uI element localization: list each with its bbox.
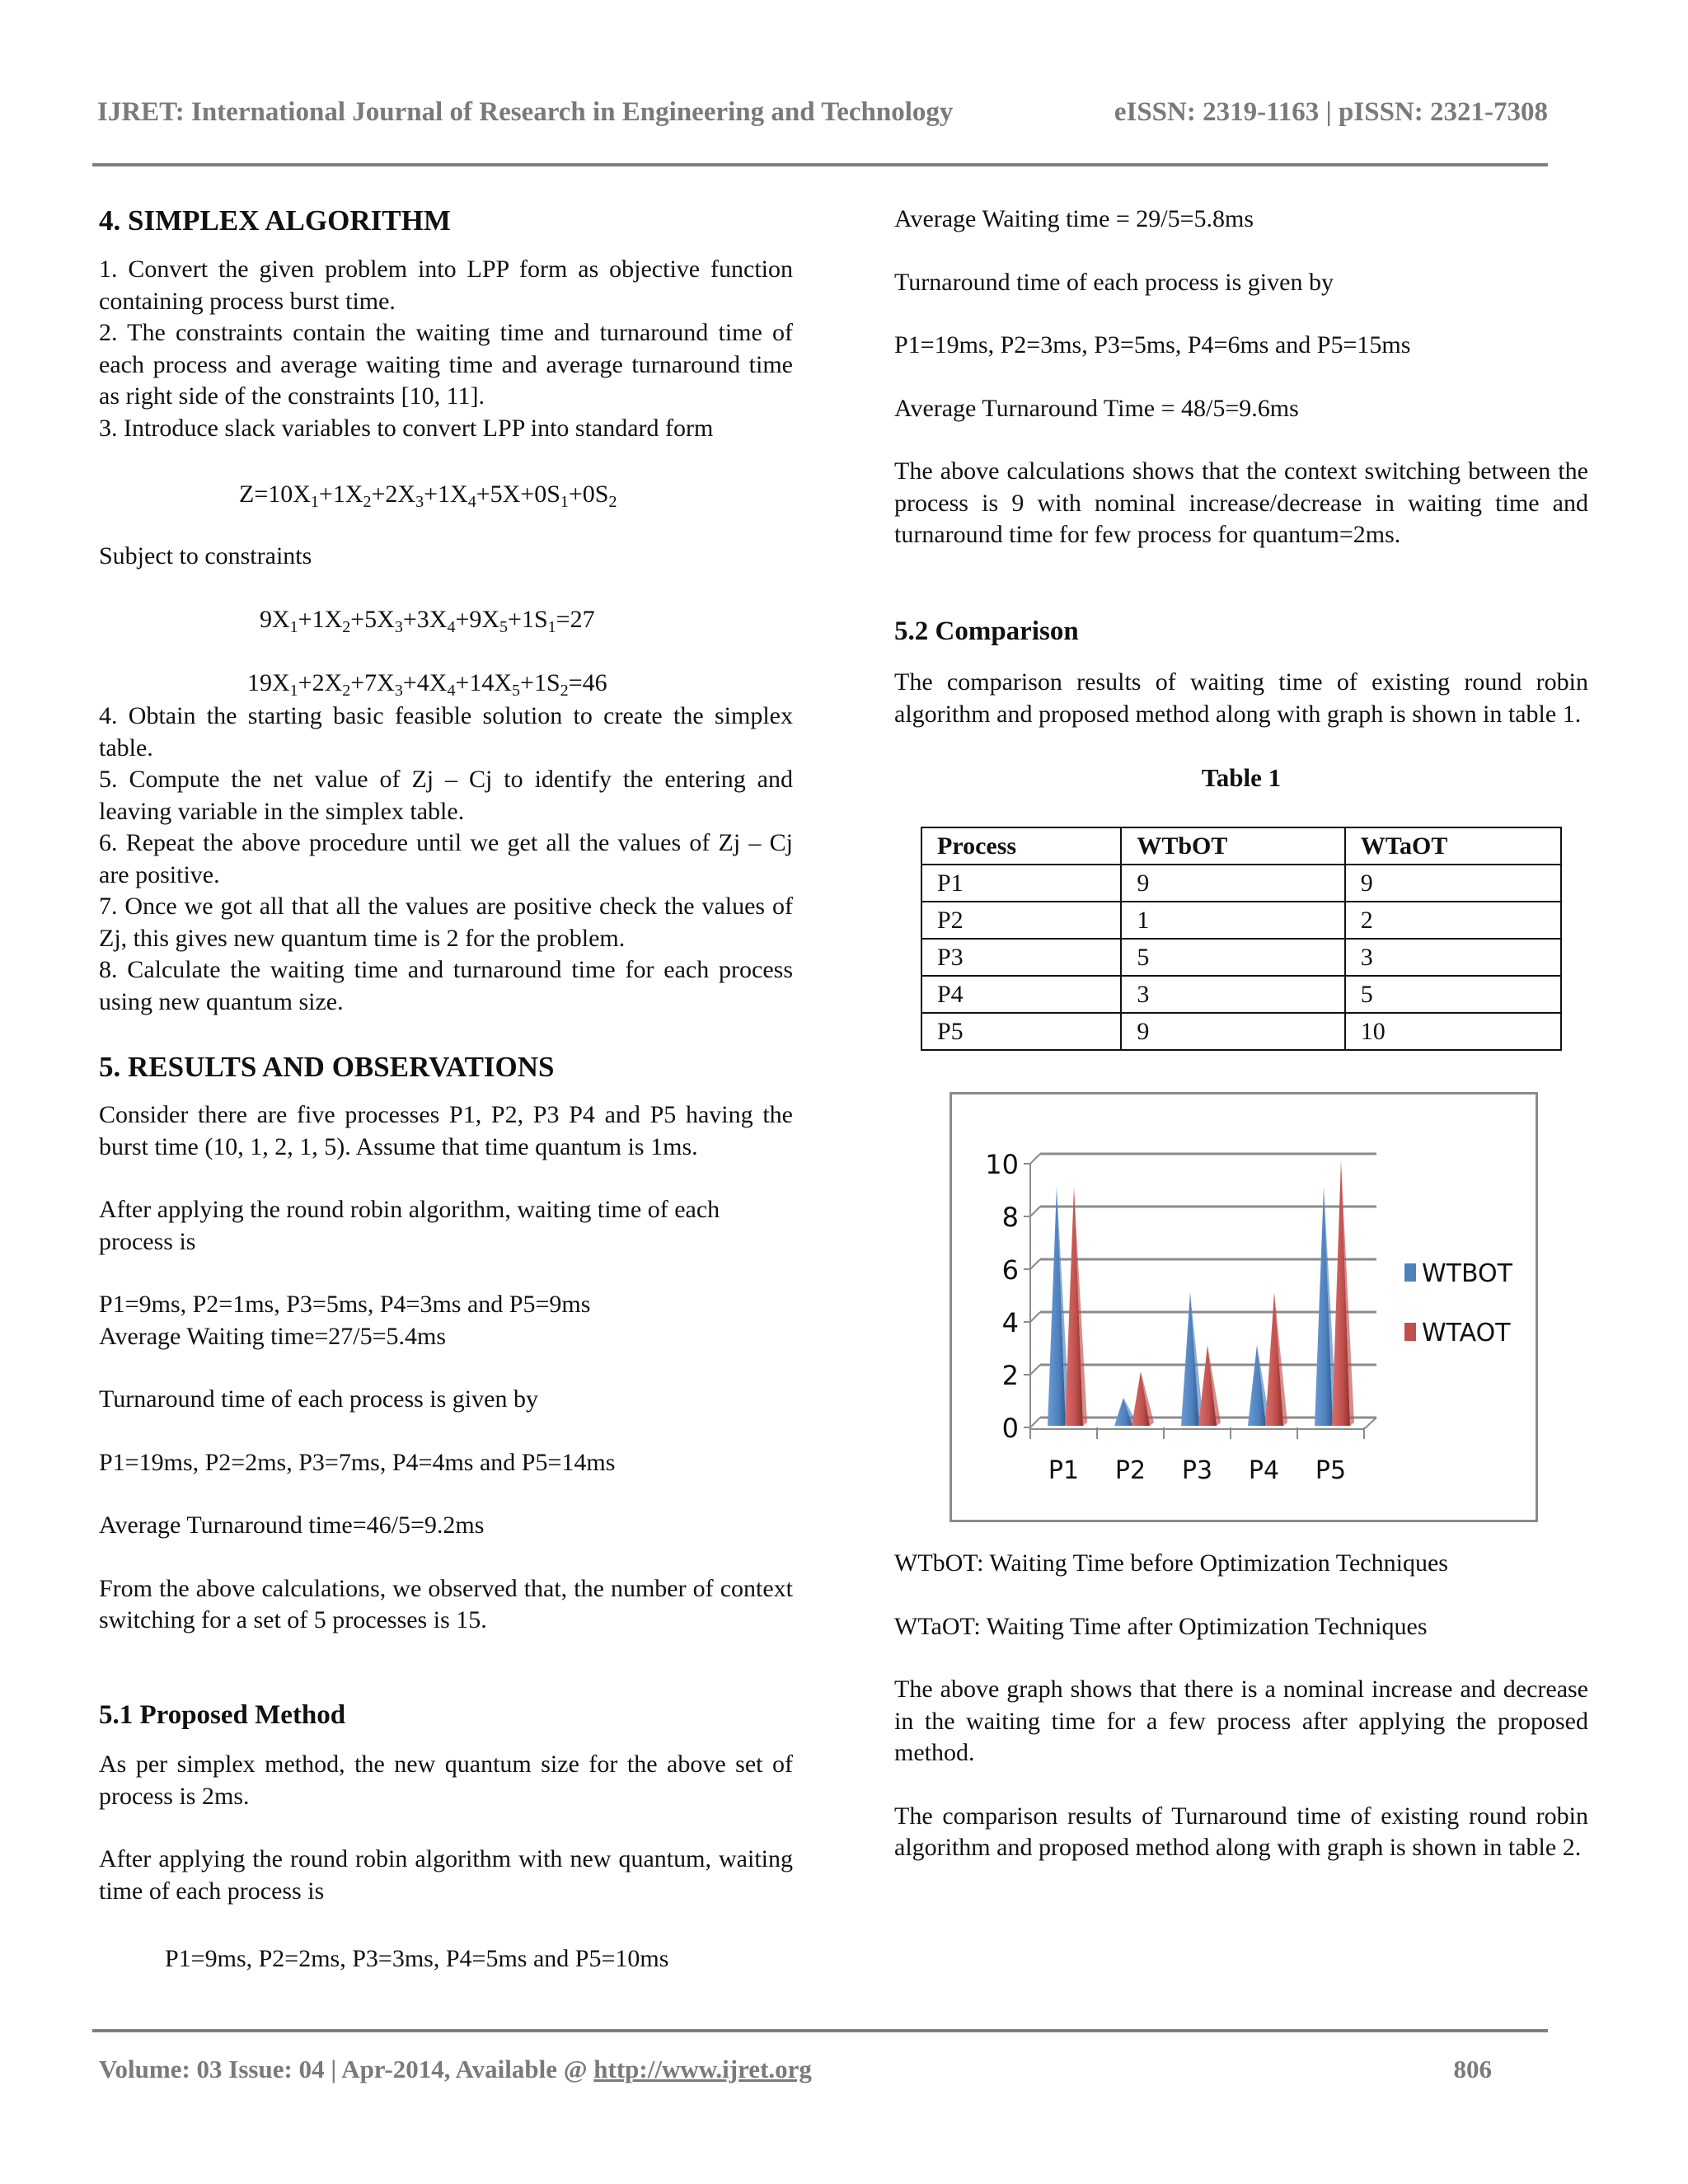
svg-text:2: 2 xyxy=(1001,1360,1019,1391)
cell-wtbot: 9 xyxy=(1121,1013,1344,1050)
issn-numbers: eISSN: 2319-1163 | pISSN: 2321-7308 xyxy=(1114,97,1548,127)
table-row xyxy=(921,1013,1561,1050)
table-row xyxy=(921,976,1561,1013)
rr-tat-values: P1=19ms, P2=2ms, P3=7ms, P4=4ms and P5=14ms xyxy=(99,1448,616,1476)
legend-label-wtaot: WTAOT xyxy=(1422,1319,1511,1347)
chart-legend xyxy=(1404,1259,1513,1347)
section-4-heading: 4. SIMPLEX ALGORITHM xyxy=(99,204,451,237)
step-3: 3. Introduce slack variables to convert LPP into standard form xyxy=(99,414,714,442)
chart-bars xyxy=(1048,1160,1354,1426)
page-number: 806 xyxy=(1453,2055,1492,2083)
waiting-time-table xyxy=(921,827,1562,1051)
wtbot-definition: WTbOT: Waiting Time before Optimization Techniques xyxy=(894,1549,1448,1577)
cell-wtaot: 10 xyxy=(1345,1013,1561,1050)
svg-text:4: 4 xyxy=(1001,1307,1019,1338)
journal-title: IJRET: International Journal of Research in Engineering and Technology xyxy=(97,97,954,127)
results-body xyxy=(99,1099,793,1637)
context-switch-observation: From the above calculations, we observed that, the number of context switching for a set of 5 processes is 15. xyxy=(99,1574,793,1633)
step-1: 1. Convert the given problem into LPP form as objective function containing process burst time. xyxy=(99,255,793,315)
cell-wtbot: 1 xyxy=(1121,902,1344,939)
new-quantum-text: As per simplex method, the new quantum size for the above set of process is 2ms. xyxy=(99,1750,793,1810)
simplex-steps-1-3 xyxy=(99,254,793,444)
new-average-waiting: Average Waiting time = 29/5=5.8ms xyxy=(894,205,1254,232)
cell-wtaot: 9 xyxy=(1345,865,1561,902)
svg-text:P5: P5 xyxy=(1315,1456,1347,1485)
svg-text:P3: P3 xyxy=(1181,1456,1213,1485)
svg-text:6: 6 xyxy=(1001,1254,1019,1286)
volume-info: Volume: 03 Issue: 04 | Apr-2014, Available @ xyxy=(99,2055,594,2083)
table-row xyxy=(921,939,1561,976)
svg-text:P1: P1 xyxy=(1048,1456,1080,1485)
comparison-intro xyxy=(894,667,1588,730)
cell-wtaot: 2 xyxy=(1345,902,1561,939)
rr-wait-values: P1=9ms, P2=1ms, P3=5ms, P4=3ms and P5=9ms xyxy=(99,1291,591,1318)
section-5-1-heading: 5.1 Proposed Method xyxy=(99,1700,346,1730)
x-axis-labels xyxy=(1048,1456,1346,1485)
results-intro: Consider there are five processes P1, P2, P3 P4 and P5 having the burst time (10, 1, 2, 1, 5). Assume that time quantum is 1ms. xyxy=(99,1101,793,1160)
cell-process: P3 xyxy=(921,939,1121,976)
cell-process: P5 xyxy=(921,1013,1121,1050)
svg-text:P2: P2 xyxy=(1114,1456,1146,1485)
step-2: 2. The constraints contain the waiting time and turnaround time of each process and average waiting time and average turnaround time as right side of the constraints [10, 11]. xyxy=(99,319,793,410)
subject-to-label: Subject to constraints xyxy=(99,542,312,569)
svg-text:0: 0 xyxy=(1001,1413,1019,1444)
rr-average-turnaround: Average Turnaround time=46/5=9.2ms xyxy=(99,1511,485,1539)
waiting-time-chart xyxy=(950,1092,1538,1522)
header-divider xyxy=(92,163,1548,166)
cell-wtbot: 9 xyxy=(1121,865,1344,902)
table-row xyxy=(921,902,1561,939)
simplex-steps-4-8 xyxy=(99,701,793,1018)
table-2-intro: The comparison results of Turnaround time of existing round robin algorithm and proposed method along with graph is shown in table 2. xyxy=(894,1802,1588,1861)
graph-observation: The above graph shows that there is a nominal increase and decrease in the waiting time for a few process after applying the proposed method. xyxy=(894,1675,1588,1766)
journal-link[interactable]: http://www.ijret.org xyxy=(593,2055,812,2083)
section-5-2-heading: 5.2 Comparison xyxy=(894,616,1079,646)
cell-process: P1 xyxy=(921,865,1121,902)
new-wait-values: P1=9ms, P2=2ms, P3=3ms, P4=5ms and P5=10ms xyxy=(165,1945,669,1972)
constraint-2: $19X_1+2X_2+7X_3+4X_4+14X_5+1S_2=46$ xyxy=(247,669,607,700)
y-axis-ticks xyxy=(985,1149,1019,1444)
footer-divider xyxy=(92,2029,1548,2032)
header-wtbot: WTbOT xyxy=(1121,827,1344,865)
legend-swatch-wtbot xyxy=(1404,1263,1416,1282)
new-average-turnaround: Average Turnaround Time = 48/5=9.6ms xyxy=(894,394,1299,422)
rr-tat-intro: Turnaround time of each process is given by xyxy=(99,1385,538,1413)
new-tat-values: P1=19ms, P2=3ms, P3=5ms, P4=6ms and P5=15ms xyxy=(894,331,1411,359)
header-process: Process xyxy=(921,827,1121,865)
comparison-intro-text: The comparison results of waiting time of existing round robin algorithm and proposed method along with graph is shown in table 1. xyxy=(894,668,1588,728)
step-5: 5. Compute the net value of Zj – Cj to identify the entering and leaving variable in the simplex table. xyxy=(99,766,793,825)
svg-text:10: 10 xyxy=(985,1149,1019,1180)
page-footer xyxy=(99,2055,1492,2084)
rr-average-waiting: Average Waiting time=27/5=5.4ms xyxy=(99,1322,447,1350)
table-row xyxy=(921,865,1561,902)
chart-notes xyxy=(894,1548,1588,1864)
cell-process: P2 xyxy=(921,902,1121,939)
objective-function: $Z=10X_1+1X_2+2X_3+1X_4+5X+0S_1+0S_2$ xyxy=(239,480,617,511)
wtaot-definition: WTaOT: Waiting Time after Optimization Techniques xyxy=(894,1612,1428,1640)
proposed-method-body xyxy=(99,1749,793,1907)
step-4: 4. Obtain the starting basic feasible solution to create the simplex table. xyxy=(99,702,793,762)
svg-text:P4: P4 xyxy=(1248,1456,1280,1485)
step-7: 7. Once we got all that all the values are positive check the values of Zj, this gives new quantum time is 2 for the problem. xyxy=(99,893,793,952)
table-1-caption: Table 1 xyxy=(1201,763,1282,792)
cell-wtaot: 5 xyxy=(1345,976,1561,1013)
svg-text:8: 8 xyxy=(1001,1202,1019,1233)
pyramid-bar-chart xyxy=(952,1094,1536,1520)
context-switch-text: The above calculations shows that the context switching between the process is 9 with nominal increase/decrease in waiting time and turnaround time for few process for quantum=2ms. xyxy=(894,457,1588,548)
new-quantum-results xyxy=(894,204,1588,551)
step-8: 8. Calculate the waiting time and turnaround time for each process using new quantum size. xyxy=(99,956,793,1015)
header-wtaot: WTaOT xyxy=(1345,827,1561,865)
table-header-row xyxy=(921,827,1561,865)
cell-wtbot: 5 xyxy=(1121,939,1344,976)
cell-wtbot: 3 xyxy=(1121,976,1344,1013)
step-6: 6. Repeat the above procedure until we get all the values of Zj – Cj are positive. xyxy=(99,829,793,888)
new-wait-intro: After applying the round robin algorithm with new quantum, waiting time of each process is xyxy=(99,1845,793,1905)
legend-swatch-wtaot xyxy=(1404,1323,1416,1341)
section-5-heading: 5. RESULTS AND OBSERVATIONS xyxy=(99,1051,555,1083)
running-header xyxy=(97,97,1548,138)
legend-label-wtbot: WTBOT xyxy=(1422,1259,1512,1288)
cell-wtaot: 3 xyxy=(1345,939,1561,976)
new-tat-intro: Turnaround time of each process is given by xyxy=(894,268,1334,296)
constraint-1: $9X_1+1X_2+5X_3+3X_4+9X_5+1S_1=27$ xyxy=(260,606,595,636)
rr-wait-intro: After applying the round robin algorithm, waiting time of each process is xyxy=(99,1196,720,1255)
cell-process: P4 xyxy=(921,976,1121,1013)
